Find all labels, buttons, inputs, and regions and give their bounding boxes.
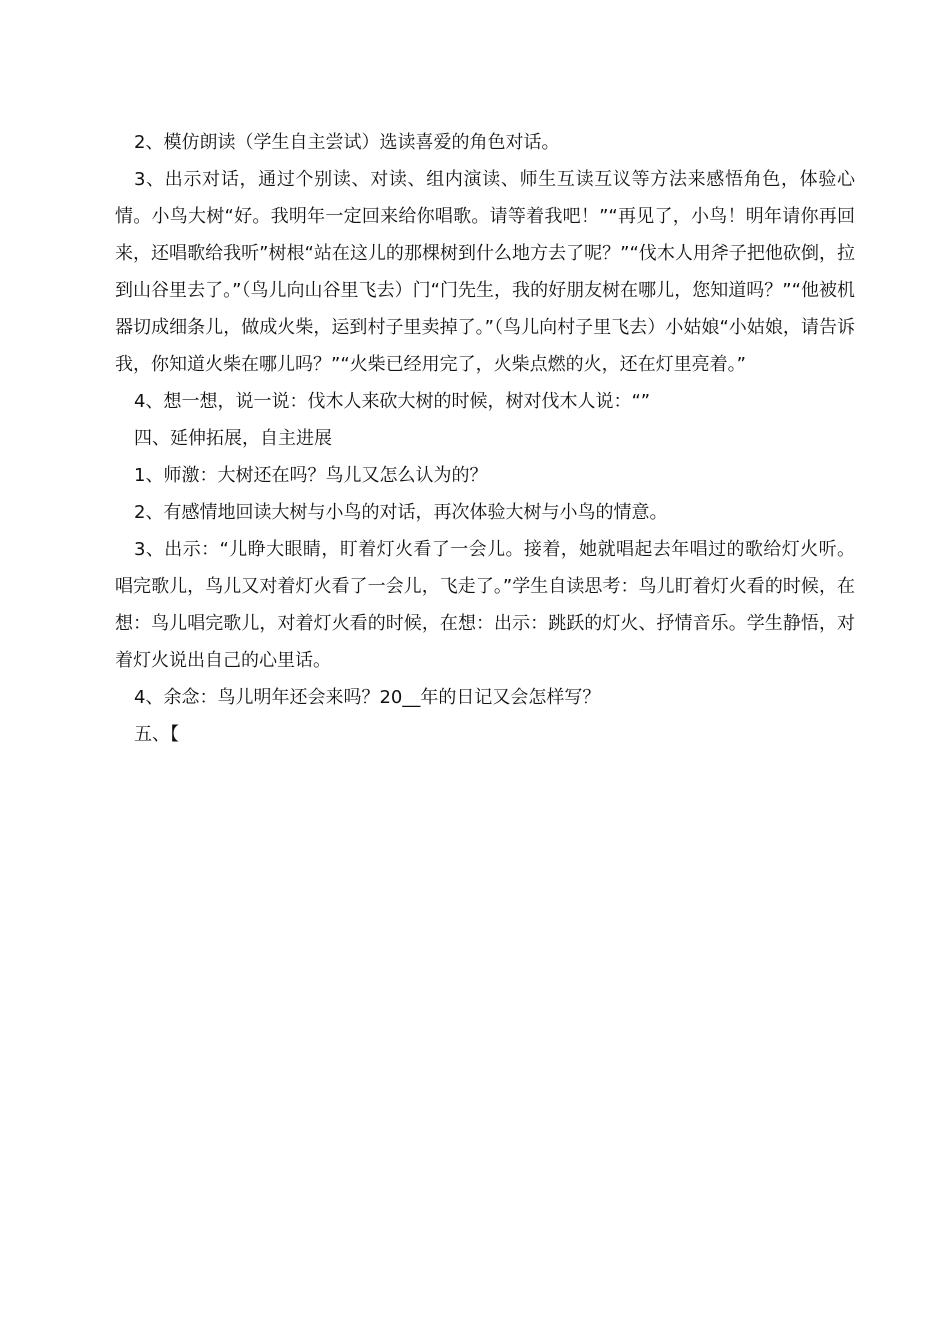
paragraph-reread-dialogue: 2、有感情地回读大树与小鸟的对话，再次体验大树与小鸟的情意。 <box>134 502 668 523</box>
paragraph-think-and-say: 4、想一想，说一说：伐木人来砍大树的时候，树对伐木人说：“” <box>134 391 651 412</box>
section-heading-extension: 四、延伸拓展，自主进展 <box>134 428 332 449</box>
paragraph-teacher-prompt: 1、师激：大树还在吗？鸟儿又怎么认为的？ <box>134 465 488 486</box>
paragraph-show-text: 3、出示：“儿睁大眼睛，盯着灯火看了一会儿。接着，她就唱起去年唱过的歌给灯火听。唱完歌儿，鸟儿又对着灯火看了一会儿，飞走了。”学生自读思考：鸟儿盯着灯火看的时候，在想：鸟儿唱完歌儿，对着灯火看的时候，在想：出示：跳跃的灯火、抒情音乐。学生静悟，对着灯火说出自己的心里话。 <box>115 539 855 671</box>
paragraph-mimic-reading: 2、模仿朗读（学生自主尝试）选读喜爱的角色对话。 <box>134 132 560 153</box>
document-body <box>115 124 855 753</box>
paragraph-lingering-thought: 4、余念：鸟儿明年还会来吗？20__年的日记又会怎样写？ <box>134 687 601 708</box>
paragraph-dialogue-practice: 3、出示对话，通过个别读、对读、组内演读、师生互读互议等方法来感悟角色，体验心情。小鸟大树“好。我明年一定回来给你唱歌。请等着我吧！”“再见了，小鸟！明年请你再回来，还唱歌给我听”树根“站在这儿的那棵树到什么地方去了呢？”“伐木人用斧子把他砍倒，拉到山谷里去了。”（鸟儿向山谷里飞去）门“门先生，我的好朋友树在哪儿，您知道吗？”“他被机器切成细条儿，做成火柴，运到村子里卖掉了。”（鸟儿向村子里飞去）小姑娘“小姑娘，请告诉我，你知道火柴在哪儿吗？”“火柴已经用完了，火柴点燃的火，还在灯里亮着。” <box>115 169 855 375</box>
section-heading-five: 五、【 <box>134 724 179 745</box>
